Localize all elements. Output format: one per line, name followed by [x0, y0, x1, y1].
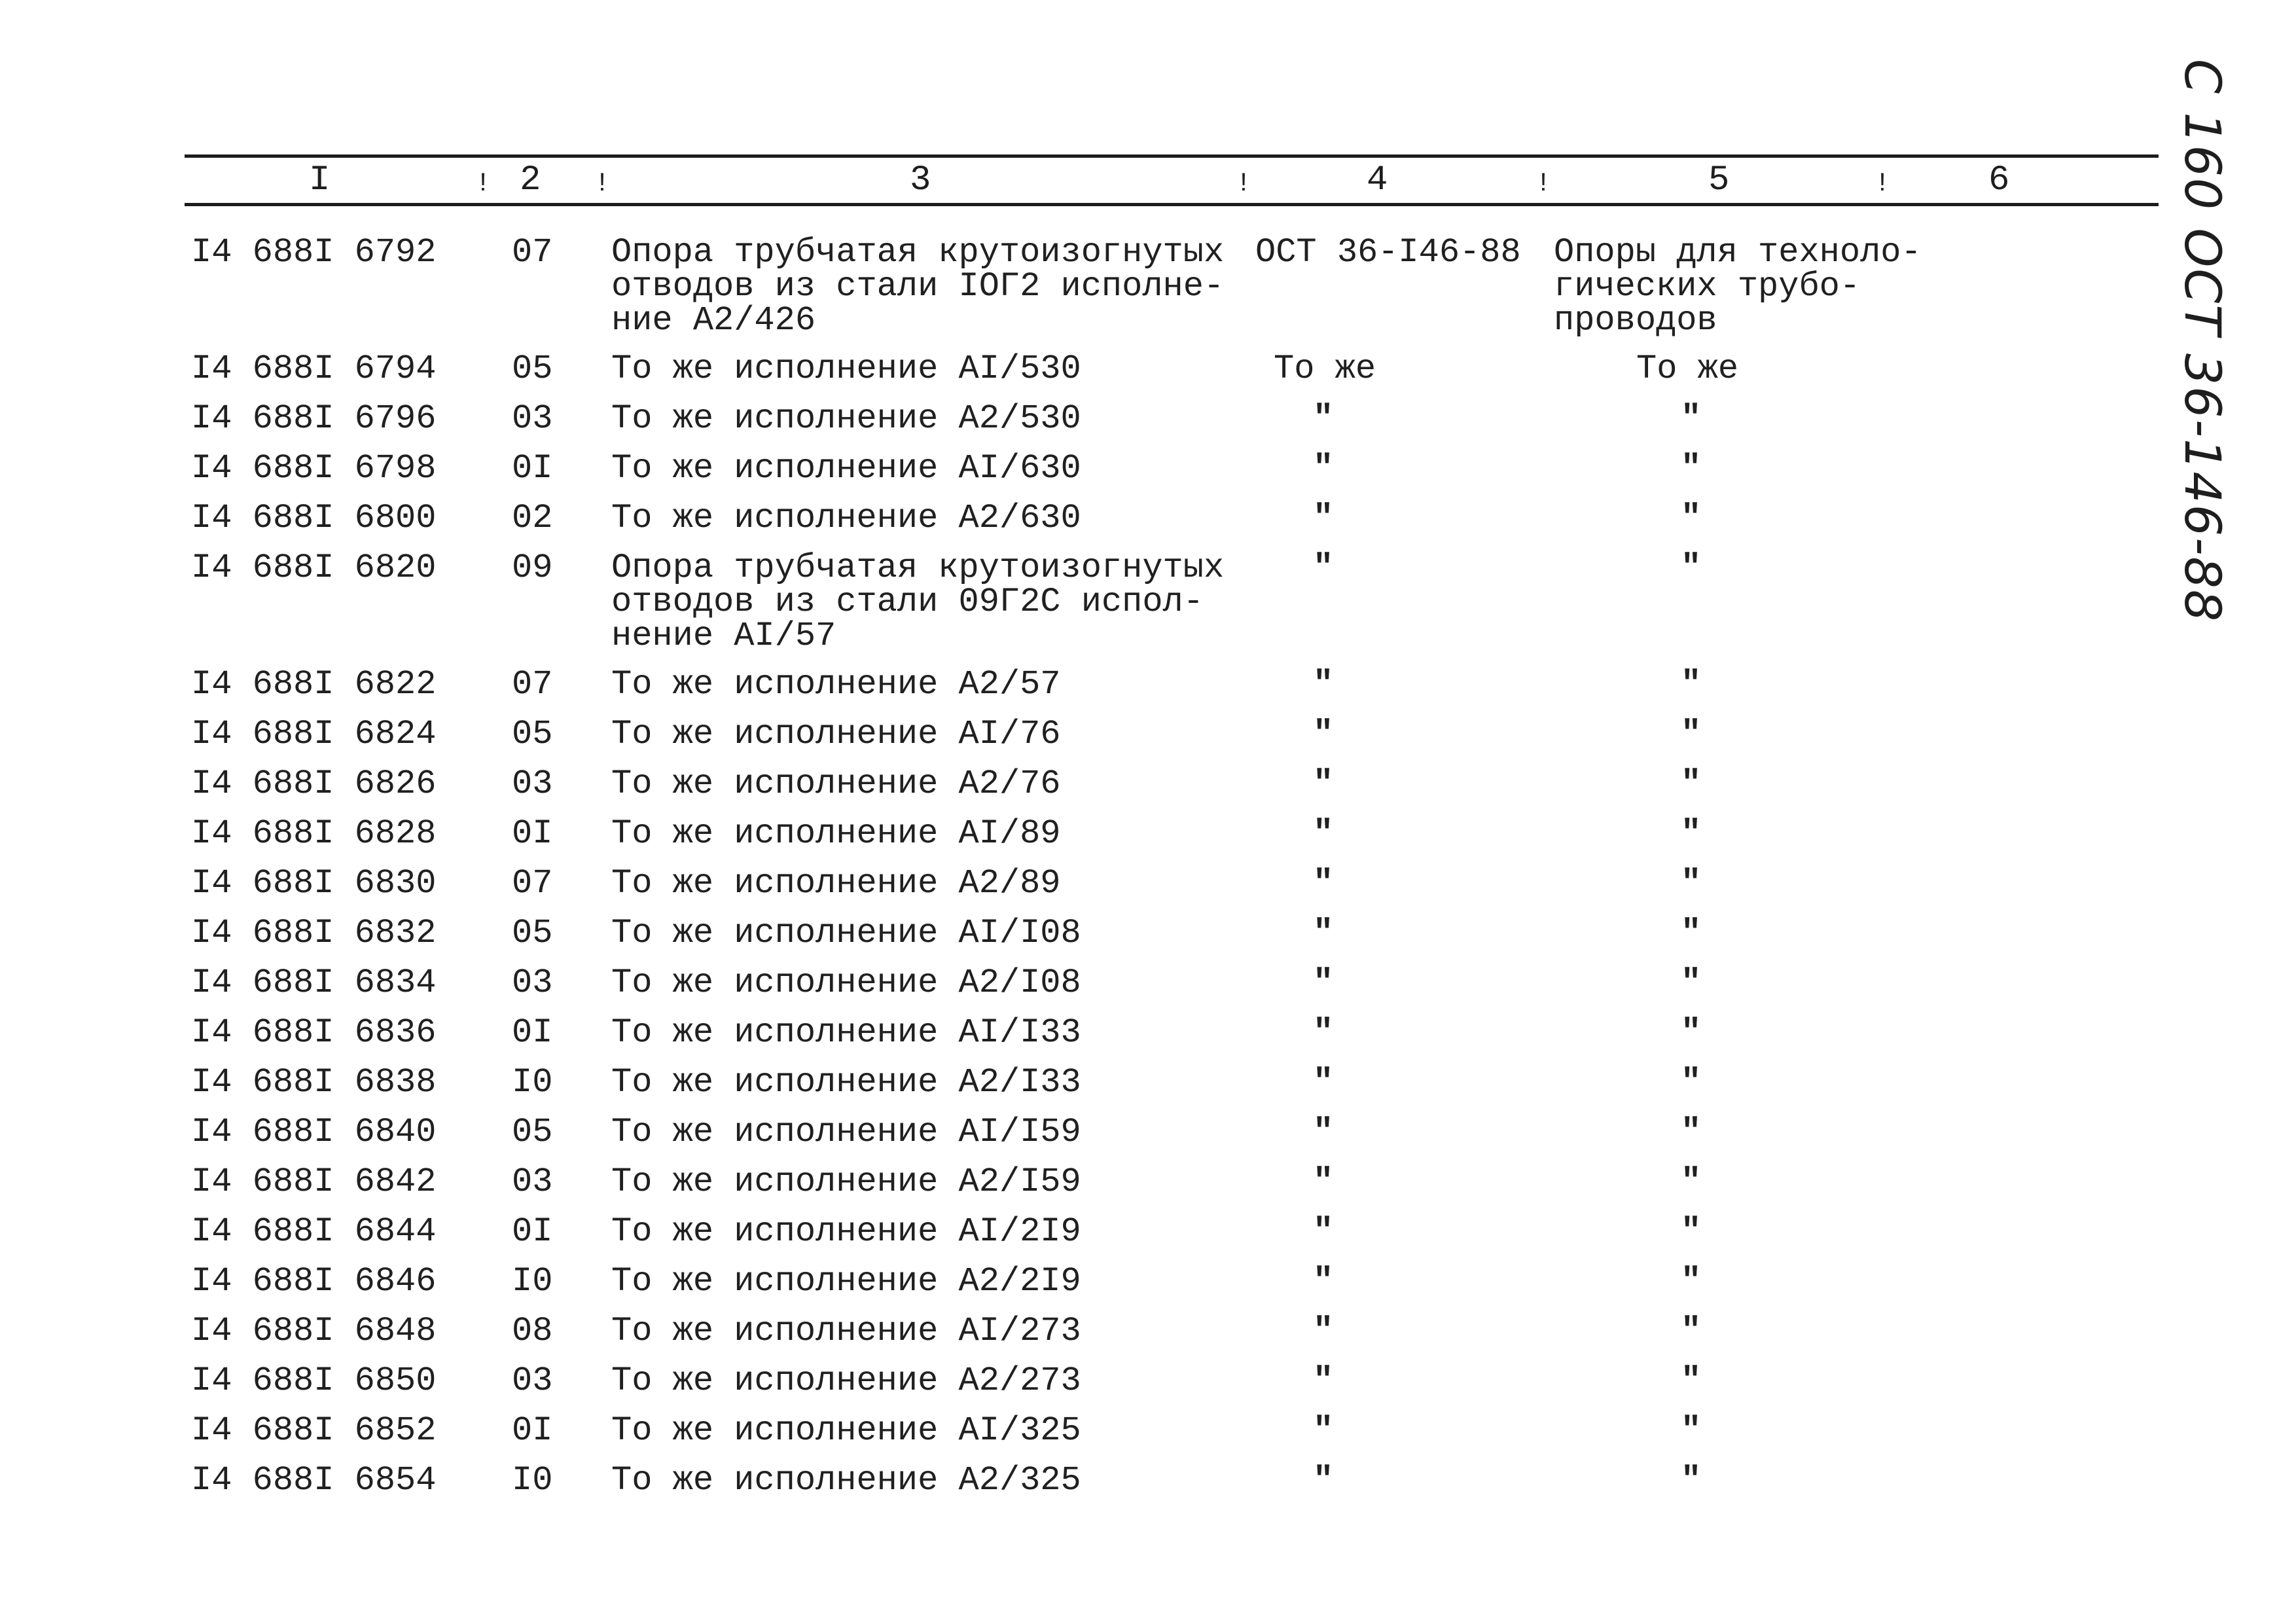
row-standard: ": [1313, 449, 1334, 488]
row-name: То же исполнение АI/325: [611, 1411, 1081, 1450]
row-code: I4 688I 6820: [191, 549, 437, 587]
row-code: I4 688I 6796: [191, 399, 437, 438]
row-name: То же исполнение А2/I33: [611, 1063, 1081, 1102]
row-name: То же исполнение А2/I08: [611, 964, 1081, 1002]
row-standard: ": [1313, 715, 1334, 753]
row-code: I4 688I 6792: [191, 233, 437, 272]
row-name: То же исполнение А2/630: [611, 499, 1081, 537]
row-standard: ": [1313, 1362, 1334, 1400]
row-code: I4 688I 6832: [191, 914, 437, 952]
row-check-digit: I0: [512, 1063, 553, 1102]
row-code: I4 688I 6830: [191, 864, 437, 903]
row-group: ": [1681, 864, 1702, 903]
row-standard: ": [1313, 1312, 1334, 1350]
column-header-5: 5: [1708, 160, 1730, 200]
row-group: ": [1681, 914, 1702, 952]
row-standard: ОСТ 36-I46-88: [1255, 233, 1521, 272]
row-standard: ": [1313, 914, 1334, 952]
row-name: То же исполнение АI/76: [611, 715, 1061, 753]
row-check-digit: 05: [512, 1113, 553, 1151]
row-group: ": [1681, 1312, 1702, 1350]
column-separator-2: !: [594, 170, 611, 199]
row-name: Опора трубчатая крутоизогнутых отводов из стали IОГ2 исполне- ние А2/426: [611, 233, 1225, 340]
row-code: I4 688I 6798: [191, 449, 437, 488]
row-group: ": [1681, 1411, 1702, 1450]
row-code: I4 688I 6826: [191, 765, 437, 803]
row-check-digit: 0I: [512, 449, 553, 488]
row-standard: ": [1313, 1461, 1334, 1500]
row-standard: ": [1313, 1212, 1334, 1251]
row-group: ": [1681, 1113, 1702, 1151]
row-standard: ": [1313, 1163, 1334, 1201]
row-name: То же исполнение АI/273: [611, 1312, 1081, 1350]
row-group: ": [1681, 1362, 1702, 1400]
row-name: То же исполнение А2/530: [611, 399, 1081, 438]
row-standard: ": [1313, 499, 1334, 537]
row-code: I4 688I 6844: [191, 1212, 437, 1251]
row-name: То же исполнение А2/57: [611, 665, 1061, 704]
document-side-note: С 160 ОСТ 36-146-88: [2174, 59, 2232, 623]
row-standard: ": [1313, 1411, 1334, 1450]
row-group: ": [1681, 1063, 1702, 1102]
row-group: ": [1681, 1163, 1702, 1201]
row-name: То же исполнение А2/76: [611, 765, 1061, 803]
table-header-rule: [185, 203, 2159, 206]
row-check-digit: 05: [512, 715, 553, 753]
row-name: То же исполнение АI/I33: [611, 1013, 1081, 1052]
row-group: ": [1681, 1461, 1702, 1500]
row-standard: ": [1313, 399, 1334, 438]
row-code: I4 688I 6846: [191, 1262, 437, 1301]
column-header-3: 3: [910, 160, 931, 200]
table-top-rule: [185, 154, 2159, 158]
column-separator-3: !: [1236, 170, 1252, 199]
column-header-4: 4: [1367, 160, 1388, 200]
row-code: I4 688I 6852: [191, 1411, 437, 1450]
row-name: То же исполнение АI/I08: [611, 914, 1081, 952]
row-group: ": [1681, 765, 1702, 803]
row-standard: ": [1313, 1113, 1334, 1151]
row-code: I4 688I 6794: [191, 350, 437, 388]
row-code: I4 688I 6800: [191, 499, 437, 537]
row-group: ": [1681, 399, 1702, 438]
row-code: I4 688I 6824: [191, 715, 437, 753]
row-group: Опоры для техноло- гических трубо- проводов: [1554, 233, 1922, 340]
row-check-digit: 08: [512, 1312, 553, 1350]
row-group: ": [1681, 449, 1702, 488]
row-group: ": [1681, 1013, 1702, 1052]
row-code: I4 688I 6842: [191, 1163, 437, 1201]
row-code: I4 688I 6822: [191, 665, 437, 704]
row-code: I4 688I 6828: [191, 814, 437, 853]
row-code: I4 688I 6840: [191, 1113, 437, 1151]
row-group: ": [1681, 665, 1702, 704]
row-standard: ": [1313, 1063, 1334, 1102]
row-standard: ": [1313, 665, 1334, 704]
row-check-digit: I0: [512, 1461, 553, 1500]
row-group: ": [1681, 1262, 1702, 1301]
row-group: ": [1681, 964, 1702, 1002]
row-name: То же исполнение А2/325: [611, 1461, 1081, 1500]
row-code: I4 688I 6836: [191, 1013, 437, 1052]
row-standard: То же: [1274, 350, 1376, 388]
row-standard: ": [1313, 1262, 1334, 1301]
row-name: То же исполнение АI/I59: [611, 1113, 1081, 1151]
row-check-digit: 03: [512, 399, 553, 438]
row-standard: ": [1313, 814, 1334, 853]
row-code: I4 688I 6834: [191, 964, 437, 1002]
row-standard: ": [1313, 964, 1334, 1002]
column-separator-4: !: [1535, 170, 1552, 199]
row-check-digit: 07: [512, 665, 553, 704]
row-check-digit: 09: [512, 549, 553, 587]
row-code: I4 688I 6854: [191, 1461, 437, 1500]
row-name: То же исполнение АI/630: [611, 449, 1081, 488]
row-code: I4 688I 6838: [191, 1063, 437, 1102]
row-check-digit: 0I: [512, 1013, 553, 1052]
row-name: То же исполнение А2/273: [611, 1362, 1081, 1400]
column-header-1: I: [309, 160, 331, 200]
row-group: То же: [1636, 350, 1739, 388]
row-check-digit: 03: [512, 964, 553, 1002]
row-check-digit: 03: [512, 1362, 553, 1400]
row-name: То же исполнение АI/89: [611, 814, 1061, 853]
row-check-digit: 02: [512, 499, 553, 537]
row-standard: ": [1313, 1013, 1334, 1052]
row-group: ": [1681, 1212, 1702, 1251]
row-name: То же исполнение АI/530: [611, 350, 1081, 388]
row-standard: ": [1313, 765, 1334, 803]
row-name: То же исполнение А2/I59: [611, 1163, 1081, 1201]
row-check-digit: 07: [512, 233, 553, 272]
row-check-digit: 05: [512, 914, 553, 952]
row-check-digit: 0I: [512, 1212, 553, 1251]
row-check-digit: 0I: [512, 814, 553, 853]
column-header-2: 2: [520, 160, 541, 200]
row-check-digit: 03: [512, 1163, 553, 1201]
row-name: То же исполнение АI/2I9: [611, 1212, 1081, 1251]
row-group: ": [1681, 814, 1702, 853]
row-group: ": [1681, 499, 1702, 537]
column-separator-1: !: [475, 170, 492, 199]
row-group: ": [1681, 549, 1702, 587]
row-check-digit: I0: [512, 1262, 553, 1301]
row-standard: ": [1313, 549, 1334, 587]
column-header-6: 6: [1988, 160, 2010, 200]
row-check-digit: 0I: [512, 1411, 553, 1450]
row-check-digit: 05: [512, 350, 553, 388]
row-name: То же исполнение А2/2I9: [611, 1262, 1081, 1301]
row-name: То же исполнение А2/89: [611, 864, 1061, 903]
row-group: ": [1681, 715, 1702, 753]
row-name: Опора трубчатая крутоизогнутых отводов из стали 09Г2С испол- нение АI/57: [611, 549, 1225, 655]
row-check-digit: 03: [512, 765, 553, 803]
row-code: I4 688I 6850: [191, 1362, 437, 1400]
row-standard: ": [1313, 864, 1334, 903]
row-code: I4 688I 6848: [191, 1312, 437, 1350]
column-separator-5: !: [1874, 170, 1891, 199]
row-check-digit: 07: [512, 864, 553, 903]
